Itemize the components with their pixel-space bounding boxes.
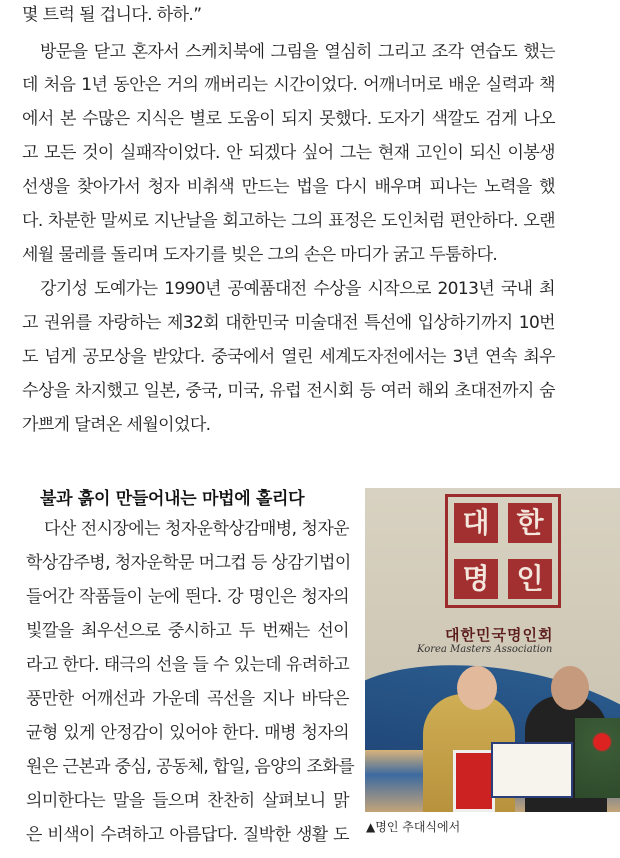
text-line: 들어간 작품들이 눈에 띈다. 강 명인은 청자의 — [26, 587, 349, 607]
text-line: 라고 한다. 태극의 선을 들 수 있는데 유려하고 — [26, 655, 350, 675]
text-line: 다산 전시장에는 청자운학상감매병, 청자운 — [44, 519, 349, 539]
text-line: 고 권위를 자랑하는 제32회 대한민국 미술대전 특선에 입상하기까지 10번 — [22, 313, 555, 333]
text-line: 다. 차분한 말씨로 지난날을 회고하는 그의 표정은 도인처럼 편안하다. 오랜 — [22, 211, 555, 231]
flower-bouquet — [575, 718, 620, 798]
seal-char: 인 — [508, 559, 552, 599]
text-line: 수상을 차지했고 일본, 중국, 미국, 유럽 전시회 등 여러 해외 초대전까지 숨 — [22, 381, 555, 401]
text-line: 선생을 찾아가서 청자 비취색 만드는 법을 다시 배우며 피나는 노력을 했 — [22, 177, 555, 197]
text-line: 몇 트럭 될 겁니다. 하하.” — [22, 5, 202, 25]
text-line: 가쁘게 달려온 세월이었다. — [22, 415, 211, 435]
text-line: 원은 근본과 중심, 공동체, 합일, 음양의 조화를 — [26, 757, 355, 777]
seal-char: 대 — [454, 503, 498, 543]
seal-logo — [445, 494, 561, 608]
text-line: 의미한다는 말을 들으며 찬찬히 살펴보니 맑 — [26, 791, 349, 811]
text-line: 학상감주병, 청자운학문 머그컵 등 상감기법이 — [26, 553, 351, 573]
text-line: 빛깔을 최우선으로 중시하고 두 번째는 선이 — [26, 621, 349, 641]
text-line: 방문을 닫고 혼자서 스케치북에 그림을 열심히 그리고 조각 연습도 했는 — [40, 42, 555, 62]
text-line: 데 처음 1년 동안은 거의 깨버리는 시간이었다. 어깨너머로 배운 실력과 책 — [22, 75, 555, 95]
text-line: 에서 본 수많은 지식은 별로 도움이 되지 못했다. 도자기 색깔도 검게 나오 — [22, 109, 555, 129]
text-line: 세월 물레를 돌리며 도자기를 빚은 그의 손은 마디가 굵고 두툼하다. — [22, 245, 498, 265]
certificate — [491, 742, 573, 798]
text-line: 은 비색이 수려하고 아름답다. 질박한 생활 도 — [26, 825, 349, 845]
text-line: 고 모든 것이 실패작이었다. 안 되겠다 싶어 그는 현재 고인이 되신 이봉생 — [22, 143, 555, 163]
seal-char: 한 — [508, 503, 552, 543]
seal-char: 명 — [454, 559, 498, 599]
text-line: 강기성 도예가는 1990년 공예품대전 수상을 시작으로 2013년 국내 최 — [40, 279, 555, 299]
person-head — [551, 666, 589, 710]
text-line: 균형 있게 안정감이 있어야 한다. 매병 청자의 — [26, 723, 349, 743]
text-line: 풍만한 어깨선과 가운데 곡선을 지나 바닥은 — [26, 689, 349, 709]
award-plaque — [453, 750, 495, 812]
association-name-en: Korea Masters Association — [417, 644, 553, 655]
section-heading: 불과 흙이 만들어내는 마법에 홀리다 — [40, 489, 305, 509]
association-name: 대한민국명인회 — [445, 626, 554, 644]
text-line: 도 넘게 공모상을 받았다. 중국에서 열린 세계도자전에서는 3년 연속 최우 — [22, 347, 555, 367]
photo-caption: ▲명인 추대식에서 — [366, 820, 461, 834]
person-head — [457, 666, 497, 710]
ceremony-photo — [365, 488, 620, 812]
